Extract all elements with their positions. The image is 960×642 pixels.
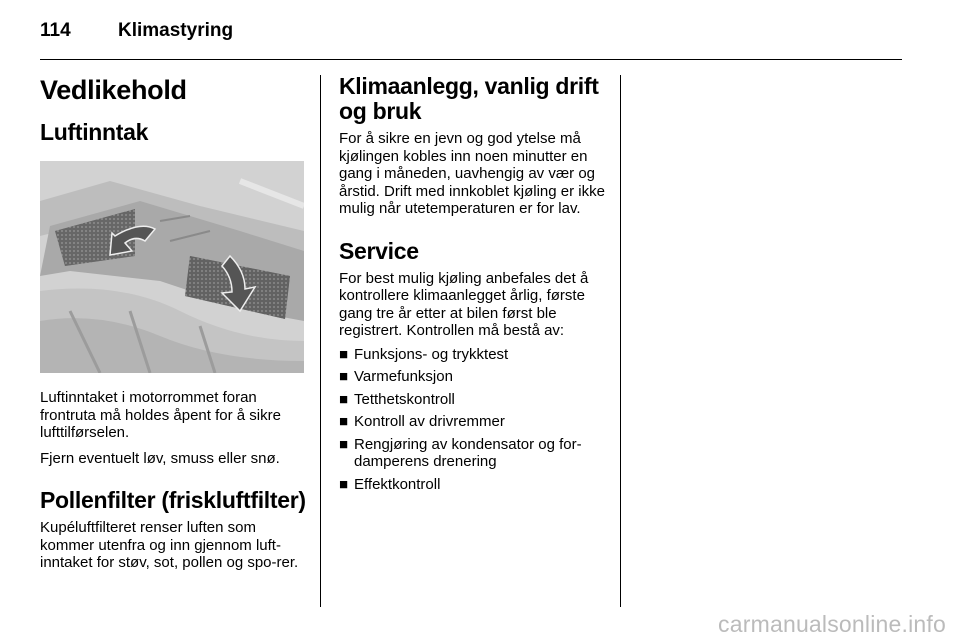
column-divider xyxy=(620,75,621,607)
list-item: ■ Effektkontroll xyxy=(339,475,441,493)
bullet-icon: ■ xyxy=(339,475,349,493)
service-heading: Service xyxy=(339,237,419,264)
pollen-filter-heading: Pollenfilter (friskluftfilter) xyxy=(40,487,306,513)
air-intake-figure xyxy=(40,161,304,373)
intake-paragraph: Luftinntaket i motorrommet foran frontruta må holdes åpent for å sikre lufttilførselen. xyxy=(40,389,281,441)
list-item: ■ Varmefunksjon xyxy=(339,368,453,385)
running-title: Klimastyring xyxy=(118,20,234,41)
middle-column xyxy=(339,74,607,498)
watermark: carmanualsonline.info xyxy=(718,611,946,637)
bullet-icon: ■ xyxy=(339,413,349,430)
bullet-icon: ■ xyxy=(339,345,349,363)
header-rule xyxy=(40,59,902,60)
air-intake-heading: Luftinntak xyxy=(40,119,149,145)
list-item: ■ Rengjøring av kondensator og for-damperens drenering xyxy=(339,435,582,470)
air-intake-illustration xyxy=(40,161,304,373)
ac-operation-heading: Klimaanlegg, vanlig drift og bruk xyxy=(339,73,599,124)
page-number: 114 xyxy=(40,20,71,41)
service-paragraph: For best mulig kjøling anbefales det å kontrollere klimaanlegget årlig, første gang tre år etter at bilen først ble registrert. Kontrollen må bestå av: xyxy=(339,269,589,339)
intake-paragraph-2: Fjern eventuelt løv, smuss eller snø. xyxy=(40,449,280,467)
bullet-icon: ■ xyxy=(339,390,349,408)
ac-operation-paragraph: For å sikre en jevn og god ytelse må kjølingen kobles inn noen minutter en gang i måneden, uavhengig av vær og årstid. Drift med innkoblet kjøling er ikke mulig når utetemperaturen er for lav. xyxy=(339,130,605,217)
list-item: ■ Kontroll av drivremmer xyxy=(339,413,505,430)
section-heading: Vedlikehold xyxy=(40,75,187,105)
left-column xyxy=(40,74,306,572)
list-item: ■ Funksjons- og trykktest xyxy=(339,345,509,363)
column-divider xyxy=(320,75,321,607)
pollen-filter-paragraph: Kupéluftfilteret renser luften som kommer utenfra og inn gjennom luft-inntaket for støv, sot, pollen og spo-rer. xyxy=(40,519,299,571)
bullet-icon: ■ xyxy=(339,368,349,385)
service-checklist xyxy=(339,346,607,494)
list-item: ■ Tetthetskontroll xyxy=(339,390,455,408)
bullet-icon: ■ xyxy=(339,435,349,453)
page-header xyxy=(40,16,900,60)
